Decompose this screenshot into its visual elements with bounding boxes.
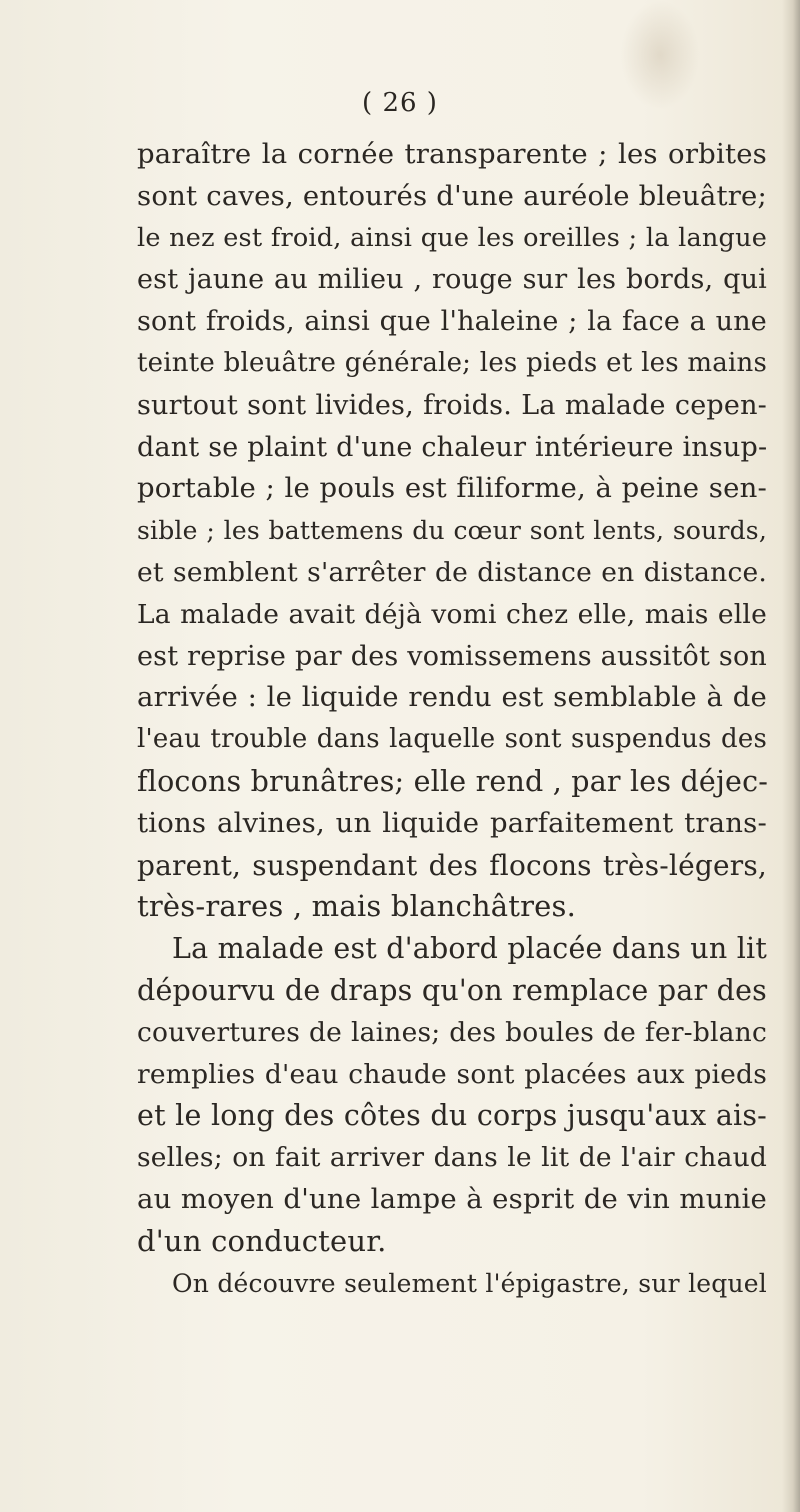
text-line: La malade avait déjà vomi chez elle, mais elle — [137, 598, 767, 630]
text-line: au moyen d'une lampe à esprit de vin munie — [137, 1182, 767, 1215]
text-line: est reprise par des vomissemens aussitôt son — [137, 640, 767, 672]
text-line: dant se plaint d'une chaleur intérieure insup- — [137, 431, 768, 463]
text-line: tions alvines, un liquide parfaitement trans- — [137, 806, 767, 839]
text-line: sible ; les battemens du cœur sont lents, sourds, — [137, 516, 767, 546]
page-edge-shadow — [782, 0, 800, 1512]
text-line: flocons brunâtres; elle rend , par les déjec- — [137, 764, 769, 798]
text-line: teinte bleuâtre générale; les pieds et les mains — [137, 347, 767, 378]
text-line: le nez est froid, ainsi que les oreilles ; la langue — [137, 222, 767, 253]
text-line: l'eau trouble dans laquelle sont suspendus des — [137, 724, 767, 755]
text-line: et semblent s'arrêter de distance en distance. — [137, 556, 767, 588]
text-line: sont caves, entourés d'une auréole bleuâtre; — [137, 179, 767, 212]
text-line: On découvre seulement l'épigastre, sur lequel — [172, 1268, 767, 1298]
text-line: La malade est d'abord placée dans un lit — [172, 932, 767, 966]
text-line: très-rares , mais blanchâtres. — [137, 889, 577, 924]
text-line: parent, suspendant des flocons très-légers, — [137, 848, 767, 882]
body-text — [137, 134, 767, 1304]
text-line: sont froids, ainsi que l'haleine ; la face a une — [137, 306, 767, 338]
text-line: couvertures de laines; des boules de fer-blanc — [137, 1016, 767, 1048]
text-line: et le long des côtes du corps jusqu'aux ais- — [137, 1099, 767, 1133]
text-line: remplies d'eau chaude sont placées aux pieds — [137, 1058, 767, 1090]
text-line: paraître la cornée transparente ; les orbites — [137, 138, 767, 170]
text-line: selles; on fait arriver dans le lit de l'air chaud — [137, 1142, 767, 1174]
text-line: est jaune au milieu , rouge sur les bords, qui — [137, 264, 767, 296]
text-line: surtout sont livides, froids. La malade cepen- — [137, 389, 767, 421]
text-line: arrivée : le liquide rendu est semblable à de — [137, 681, 767, 714]
text-line: d'un conducteur. — [137, 1223, 387, 1258]
text-line: dépourvu de draps qu'on remplace par des — [137, 973, 767, 1007]
page-number: ( 26 ) — [362, 88, 438, 118]
text-line: portable ; le pouls est filiforme, à peine sen- — [137, 472, 767, 505]
